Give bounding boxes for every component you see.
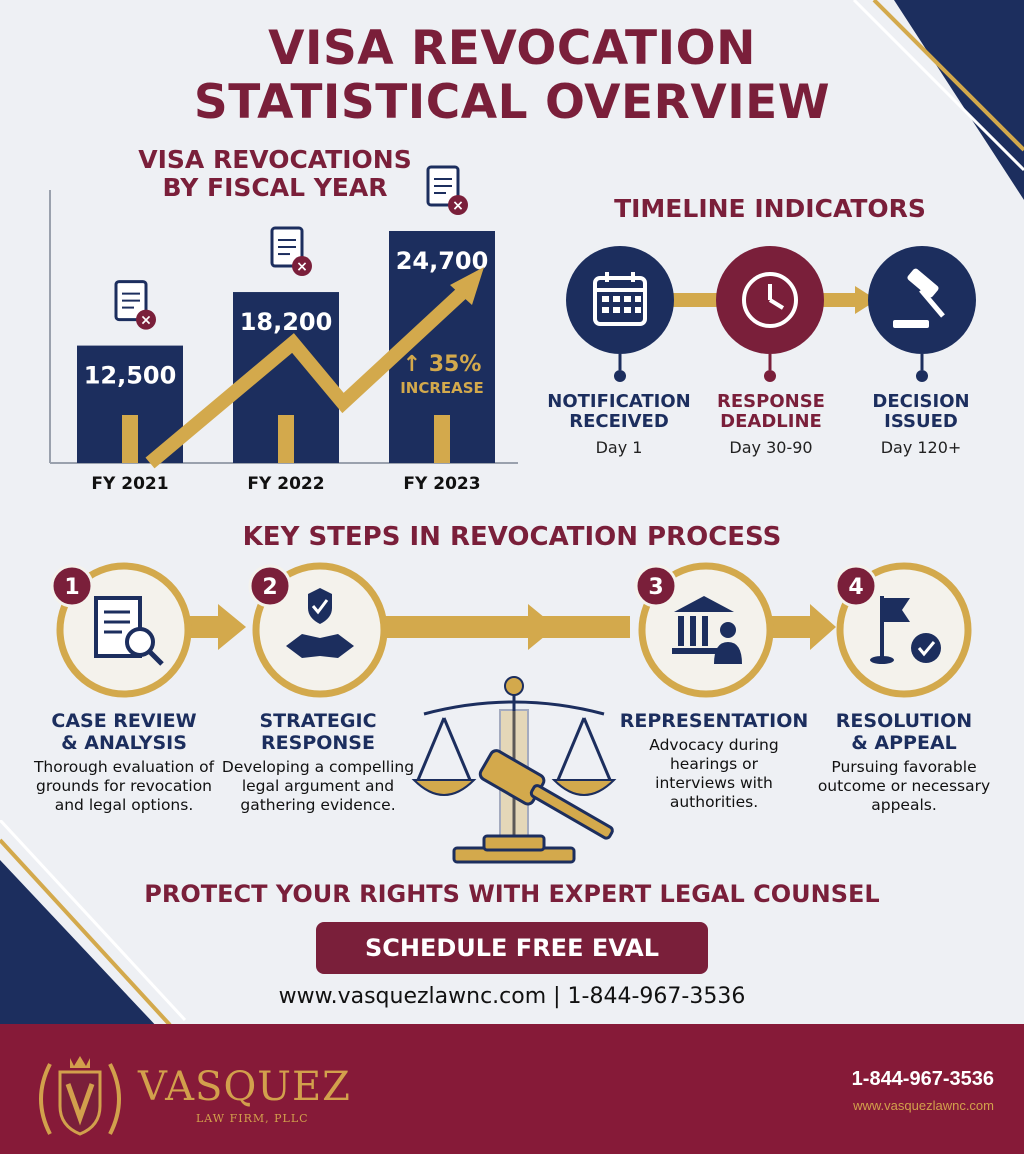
- bar-accent: [122, 415, 138, 463]
- timeline-step-decision: [836, 392, 1006, 457]
- cta-title: PROTECT YOUR RIGHTS WITH EXPERT LEGAL COUNSEL: [144, 880, 880, 908]
- scales-of-justice-icon: [404, 670, 624, 870]
- timeline-step-label: RESPONSE DEADLINE: [717, 391, 825, 432]
- page-title: VISA REVOCATION STATISTICAL OVERVIEW: [193, 21, 831, 130]
- increase-annotation-label: INCREASE: [400, 378, 484, 397]
- bar-value-label: 18,200: [239, 308, 333, 337]
- remove-mark: ×: [140, 312, 152, 329]
- step-description: Pursuing favorable outcome or necessary appeals.: [817, 758, 991, 814]
- step-description: Developing a compelling legal argument and gathering evidence.: [221, 758, 415, 814]
- chart-title: VISA REVOCATIONS BY FISCAL YEAR: [138, 145, 412, 202]
- step-number-badge: [636, 566, 676, 606]
- timeline-step-response: [686, 392, 856, 457]
- step-heading: STRATEGIC RESPONSE: [259, 710, 377, 754]
- step-number-badge: [250, 566, 290, 606]
- timeline-step-day: Day 30-90: [729, 438, 813, 457]
- timeline-step-notification: [534, 392, 704, 457]
- svg-text:1: 1: [64, 575, 80, 600]
- timeline-step-day: Day 1: [595, 438, 643, 457]
- remove-mark: ×: [296, 259, 308, 276]
- schedule-eval-button[interactable]: SCHEDULE FREE EVAL: [316, 922, 708, 974]
- step-resolution-appeal: [804, 710, 1004, 815]
- bar-value-label: 12,500: [83, 361, 177, 390]
- timeline-title: TIMELINE INDICATORS: [614, 194, 926, 223]
- x-tick-label: FY 2022: [247, 474, 325, 494]
- footer-phone[interactable]: 1-844-967-3536: [851, 1068, 994, 1090]
- step-description: Thorough evaluation of grounds for revocation and legal options.: [33, 758, 215, 814]
- increase-annotation-value: ↑ 35%: [402, 351, 482, 377]
- step-description: Advocacy during hearings or interviews with authorities.: [649, 736, 779, 811]
- step-representation: [614, 710, 814, 812]
- calendar-icon: [566, 246, 674, 382]
- footer-url[interactable]: www.vasquezlawnc.com: [853, 1098, 994, 1113]
- contact-line[interactable]: www.vasquezlawnc.com | 1-844-967-3536: [278, 984, 746, 1009]
- bar-value-label: 24,700: [395, 246, 489, 275]
- clock-icon: [716, 246, 824, 382]
- step-number-badge: [52, 566, 92, 606]
- timeline-graphic: [555, 240, 985, 390]
- steps-title: KEY STEPS IN REVOCATION PROCESS: [242, 522, 782, 552]
- step-number-badge: [836, 566, 876, 606]
- step-heading: CASE REVIEW & ANALYSIS: [51, 710, 197, 754]
- step-strategic-response: [218, 710, 418, 815]
- timeline-step-label: NOTIFICATION RECEIVED: [547, 391, 691, 432]
- bar-chart: [40, 140, 530, 500]
- x-tick-label: FY 2021: [91, 474, 169, 494]
- firm-subtitle: LAW FIRM, PLLC: [196, 1112, 309, 1125]
- x-tick-label: FY 2023: [403, 474, 481, 494]
- svg-text:2: 2: [262, 575, 278, 600]
- svg-text:4: 4: [848, 575, 864, 600]
- bar-accent: [278, 415, 294, 463]
- gavel-icon: [868, 246, 976, 382]
- bar-accent: [434, 415, 450, 463]
- timeline-step-label: DECISION ISSUED: [872, 391, 970, 432]
- remove-mark: ×: [452, 197, 464, 214]
- svg-text:3: 3: [648, 575, 664, 600]
- firm-logo-icon: [30, 1044, 130, 1144]
- step-case-review: [24, 710, 224, 815]
- step-heading: REPRESENTATION: [619, 710, 809, 732]
- footer: [0, 1024, 1024, 1154]
- step-heading: RESOLUTION & APPEAL: [835, 710, 973, 754]
- timeline-step-day: Day 120+: [880, 438, 962, 457]
- firm-name: VASQUEZ: [138, 1064, 351, 1110]
